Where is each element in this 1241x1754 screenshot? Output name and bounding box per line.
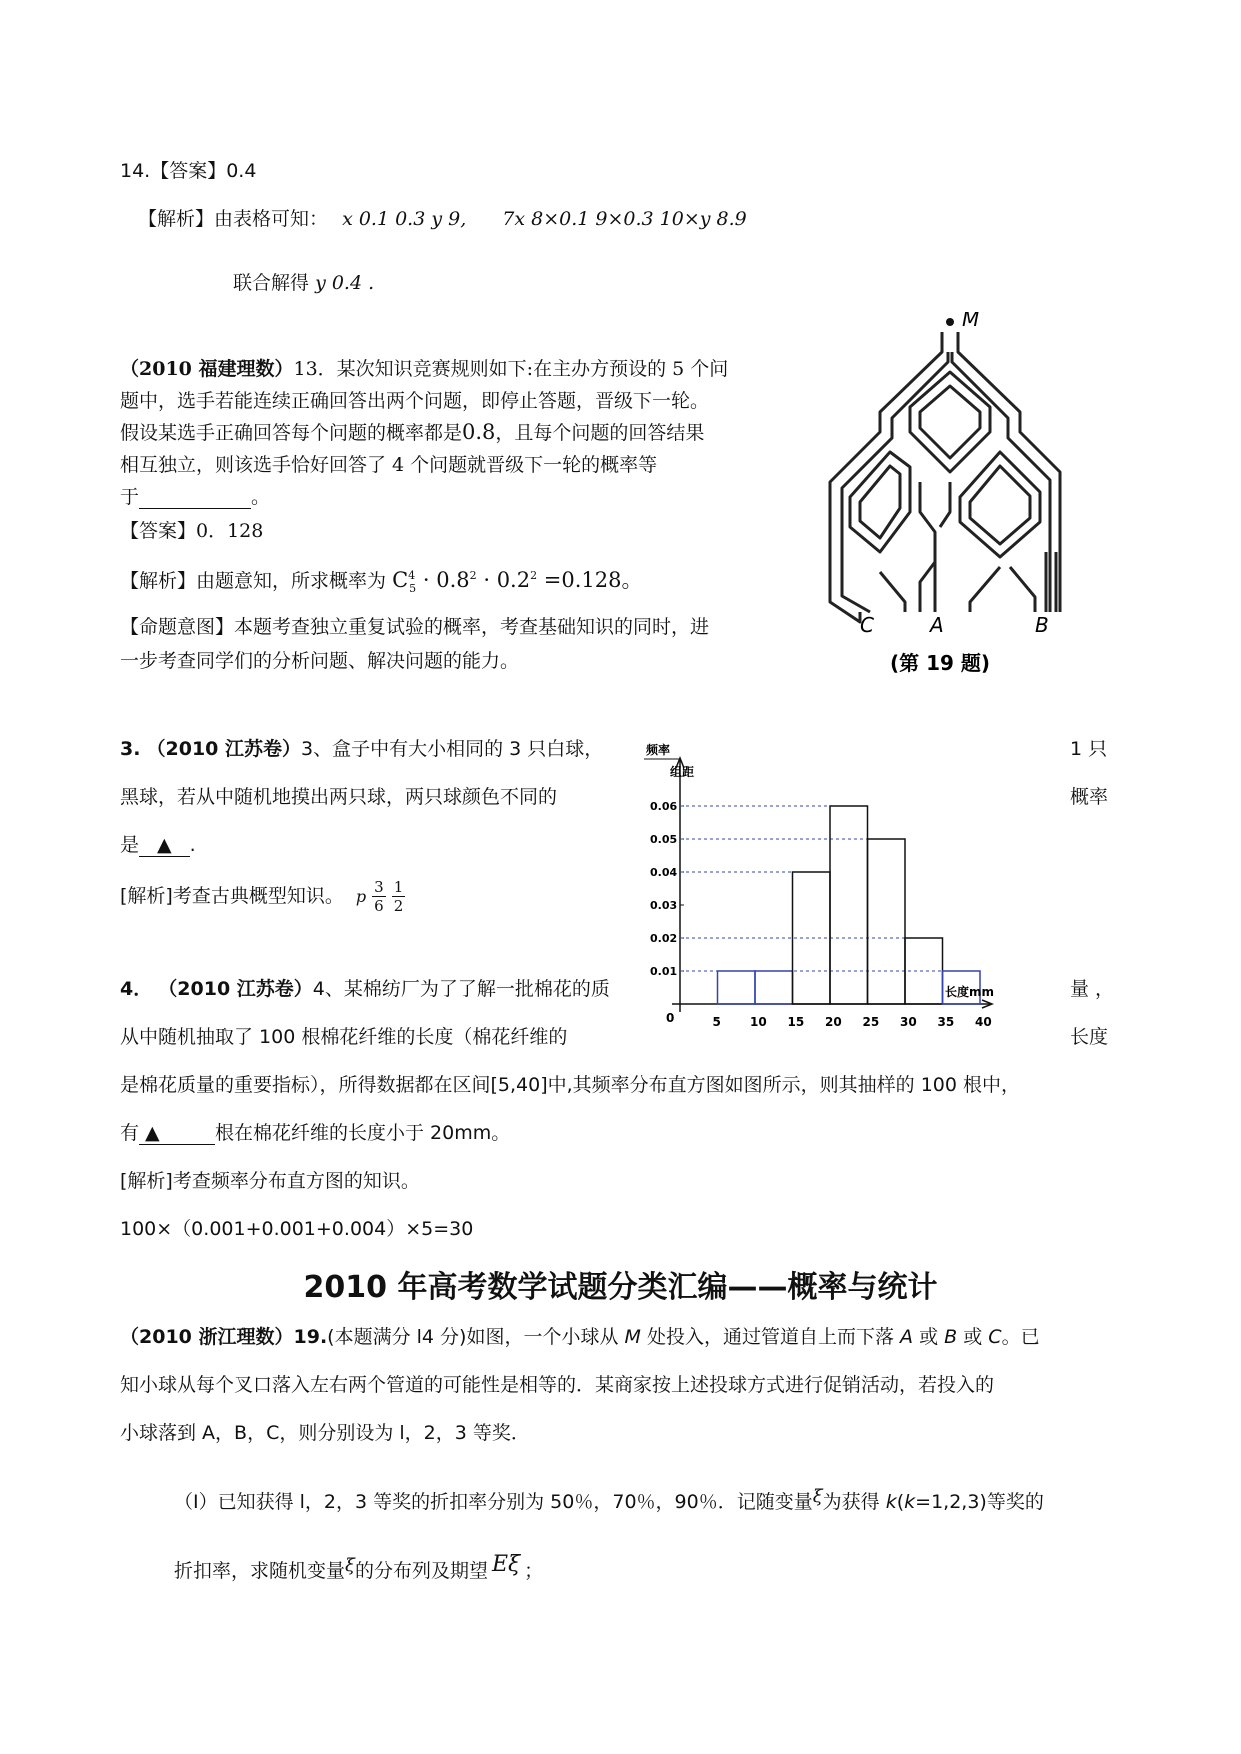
y-axis-label-bottom: 组距 (670, 765, 695, 779)
q13-line3: 假设某选手正确回答每个问题的概率都是0.8，且每个问题的回答结果 (120, 420, 705, 444)
histogram-bars (718, 806, 981, 1004)
x-tick-label: 25 (862, 1015, 880, 1029)
q3-answer-blank (139, 834, 190, 857)
q13-line1 (120, 354, 728, 381)
q13-prob: 0.8 (462, 420, 496, 444)
q13-intent-line2: 一步考查同学们的分析问题、解决问题的能力。 (120, 650, 520, 672)
q19-line3: 小球落到 A，B，C，则分别设为 l，2，3 等奖． (120, 1422, 530, 1444)
q14-eq1: x 0.1 0.3 y 9, (342, 208, 467, 230)
conclusion-lead: 联合解得 (233, 272, 310, 294)
histogram-labels (644, 742, 994, 1029)
histogram-bar (830, 806, 868, 1004)
y-tick-label: 0.03 (650, 899, 678, 912)
q4-calc: 100×（0.001+0.001+0.004）×5=30 (120, 1218, 474, 1240)
analysis-lead: 由表格可知： (214, 208, 329, 230)
frequency-histogram (640, 742, 1070, 1054)
y-tick-label: 0.05 (650, 833, 678, 846)
q4-line3: 是棉花质量的重要指标），所得数据都在区间[5,40]中,其频率分布直方图如图所示，则其抽样的 100 根中， (120, 1074, 1021, 1096)
q13-line5: 于 。 (120, 486, 271, 508)
q13-answer: 【答案】0．128 (120, 520, 264, 542)
q4-line2: 从中随机抽取了 100 根棉花纤维的长度（棉花纤维的 (120, 1026, 568, 1048)
fraction-1-2: $\frac{1}{2}$ (393, 878, 404, 915)
q13-analysis: 【解析】由题意知，所求概率为 $C^4_5 \cdot 0.8^2 \cdot 0.2^2 =0.128$。 (120, 568, 643, 596)
q13-formula: $C^4_5 \cdot 0.8^2 \cdot 0.2^2 =0.128$。 (392, 568, 643, 596)
pipe-maze-figure (810, 312, 1100, 682)
histogram-bar (755, 971, 793, 1004)
q19-line2: 知小球从每个叉口落入左右两个管道的可能性是相等的．某商家按上述投球方式进行促销活动，若投入的 (120, 1374, 995, 1396)
q3-line3: 是 ▲ . (120, 834, 196, 856)
q4-line1-right: 量 ， (1070, 978, 1115, 1000)
q4-analysis: [解析]考查频率分布直方图的知识。 (120, 1170, 420, 1192)
answer-blank (139, 486, 251, 509)
maze-label-c: C (860, 613, 874, 637)
x-tick-label: 15 (787, 1015, 805, 1029)
fraction-3-6: $\frac{3}{6}$ (374, 878, 384, 915)
q3-line1-right: 1 只 (1070, 738, 1108, 760)
x-tick-label: 30 (900, 1015, 917, 1029)
y-axis-label-top: 频率 (646, 743, 671, 757)
q14-answer: 14.【答案】0.4 (120, 160, 257, 182)
histogram-axes (672, 758, 995, 1012)
maze-label-b: B (1035, 613, 1049, 637)
q14-eq2: 7x 8×0.1 9×0.3 10×y 8.9 (502, 208, 747, 230)
q13-line2: 题中，选手若能连续正确回答出两个问题，即停止答题，晋级下一轮。 (120, 390, 710, 412)
maze-caption: (第 19 题) (890, 651, 991, 675)
x-axis-label: 长度mm (945, 985, 995, 999)
q19-part1: （Ⅰ）已知获得 l，2，3 等奖的折扣率分别为 50％，70％，90％．记随变量ξ为获得 k(k=1,2,3)等奖的 (174, 1486, 1044, 1513)
maze-pipes (830, 332, 1060, 622)
analysis-label: 【解析】 (138, 208, 215, 230)
inlet-dot (946, 318, 954, 326)
q4-line1: 4． （2010 江苏卷）4、某棉纺厂为了了解一批棉花的质 (120, 978, 610, 1000)
q13-source: （2010 福建理数） (120, 358, 294, 380)
x-tick-label: 10 (750, 1015, 767, 1029)
q13-intent: 【命题意图】本题考查独立重复试验的概率，考查基础知识的同时，进 (120, 616, 710, 638)
maze-label-a: A (930, 613, 944, 637)
q4-line2-right: 长度 (1070, 1026, 1109, 1048)
q14-conclusion (233, 268, 374, 295)
maze-label-m: M (962, 312, 980, 331)
triangle-marker: ▲ (145, 1122, 160, 1144)
q3-line1: 3. （2010 江苏卷）3、盒子中有大小相同的 3 只白球， (120, 738, 604, 760)
x-tick-label: 5 (712, 1015, 721, 1029)
y-tick-label: 0.06 (650, 800, 678, 813)
x-tick-label: 20 (825, 1015, 842, 1029)
q19-line1: （2010 浙江理数）19.(本题满分 l4 分)如图，一个小球从 M 处投入，通过管道自上而下落 A 或 B 或 C。已 (120, 1326, 1040, 1348)
q3-analysis: [解析]考查古典概型知识。 p $\frac{3}{6}$ $\frac{1}{2}$ (120, 878, 404, 915)
origin-label: 0 (666, 1011, 675, 1025)
q3-line2-right: 概率 (1070, 786, 1109, 808)
q14-analysis (138, 204, 747, 231)
y-tick-label: 0.02 (650, 932, 678, 945)
conclusion-math: y 0.4 . (315, 272, 375, 294)
q4-line4: 有 ▲ 根在棉花纤维的长度小于 20mm。 (120, 1122, 511, 1144)
q3-line2: 黑球，若从中随机地摸出两只球，两只球颜色不同的 (120, 786, 558, 808)
y-tick-label: 0.04 (650, 866, 678, 879)
q19-part2: 折扣率，求随机变量ξ的分布列及期望 Eξ ； (174, 1552, 544, 1582)
x-tick-label: 35 (937, 1015, 955, 1029)
q4-answer-blank (139, 1122, 215, 1145)
y-tick-label: 0.01 (650, 965, 678, 978)
section-title: 2010 年高考数学试题分类汇编——概率与统计 (303, 1270, 938, 1305)
histogram-bar (718, 971, 756, 1004)
q13-line4: 相互独立，则该选手恰好回答了 4 个问题就晋级下一轮的概率等 (120, 454, 658, 476)
triangle-marker: ▲ (157, 834, 172, 856)
q13-text: 13．某次知识竞赛规则如下:在主办方预设的 5 个问 (293, 358, 729, 380)
histogram-guides (680, 806, 943, 971)
x-tick-label: 40 (975, 1015, 992, 1029)
histogram-bar (868, 839, 906, 1004)
